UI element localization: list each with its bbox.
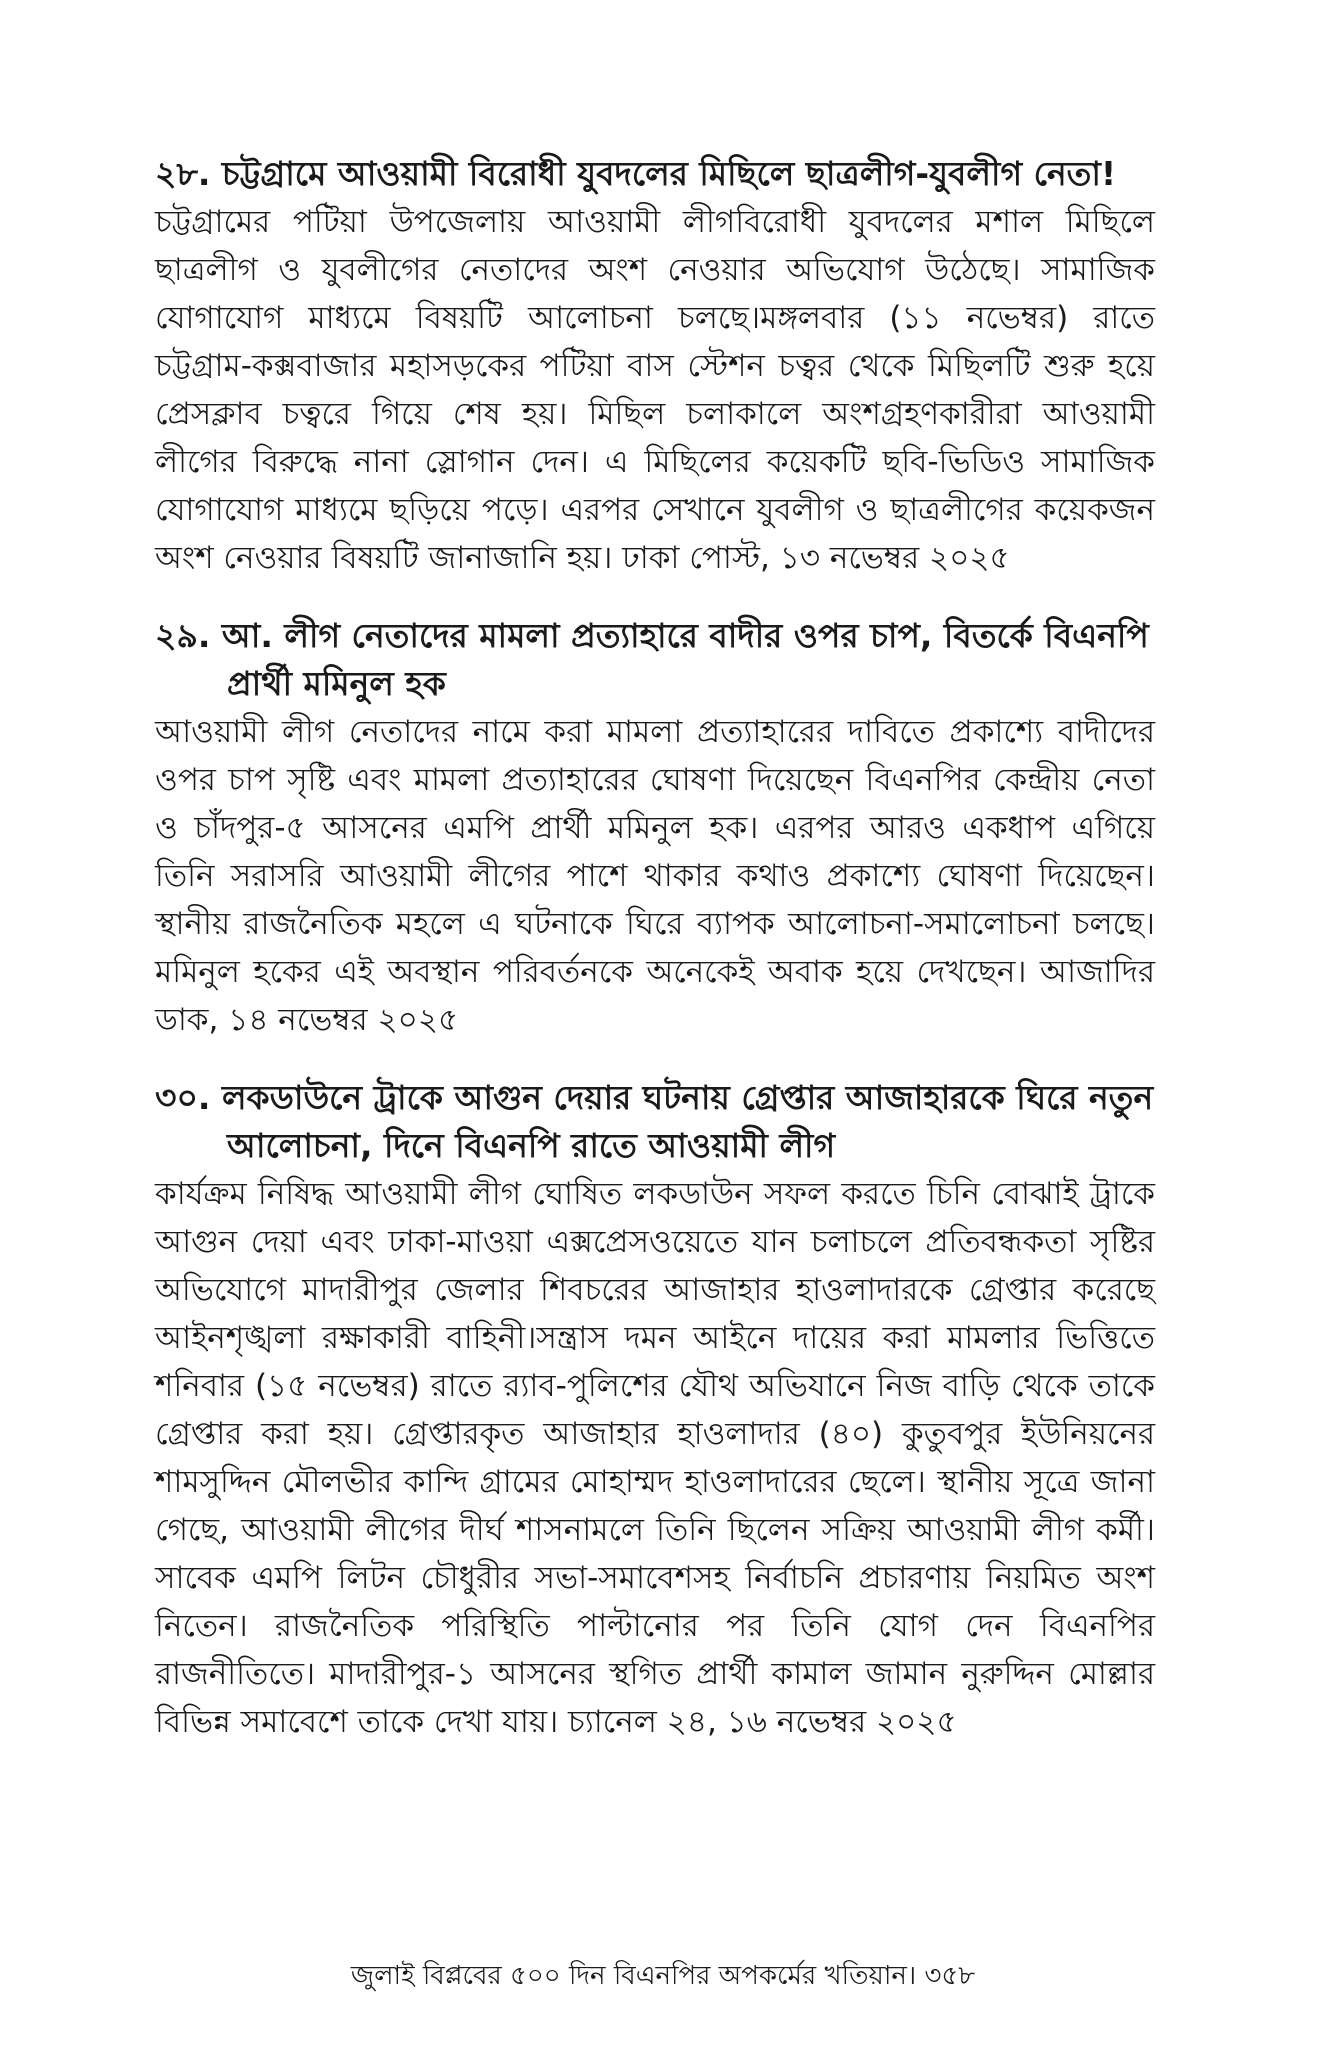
article-body: আওয়ামী লীগ নেতাদের নামে করা মামলা প্রত্যাহারের দাবিতে প্রকাশ্যে বাদীদের ওপর চাপ সৃষ্টি এবং মামলা প্রত্যাহারের ঘোষণা দিয়েছেন বিএনপির কেন্দ্রীয় নেতা ও চাঁদপুর-৫ আসনের এমপি প্রার্থী মমিনুল হক। এরপর আরও একধাপ এগিয়ে তিনি সরাসরি আওয়ামী লীগের পাশে থাকার কথাও প্রকাশ্যে ঘোষণা দিয়েছেন। স্থানীয় রাজনৈতিক মহলে এ ঘটনাকে ঘিরে ব্যাপক আলোচনা-সমালোচনা চলছে। মমিনুল হকের এই অবস্থান পরিবর্তনকে অনেকেই অবাক হয়ে দেখছেন। আজাদির ডাক, ১৪ নভেম্বর ২০২৫ <box>155 714 1155 1038</box>
article-heading: ২৮. চট্টগ্রামে আওয়ামী বিরোধী যুবদলের মিছিলে ছাত্রলীগ-যুবলীগ নেতা! <box>155 154 1117 193</box>
article-29 <box>155 612 1155 1044</box>
document-page <box>155 150 1155 1776</box>
article-30 <box>155 1074 1155 1746</box>
article-heading: ২৯. আ. লীগ নেতাদের মামলা প্রত্যাহারে বাদীর ওপর চাপ, বিতর্কে বিএনপি প্রার্থী মমিনুল হক <box>155 616 1149 703</box>
article-28 <box>155 150 1155 582</box>
article-heading: ৩০. লকডাউনে ট্রাকে আগুন দেয়ার ঘটনায় গ্রেপ্তার আজাহারকে ঘিরে নতুন আলোচনা, দিনে বিএনপি রাতে আওয়ামী লীগ <box>155 1078 1154 1165</box>
page-footer: জুলাই বিপ্লবের ৫০০ দিন বিএনপির অপকর্মের খতিয়ান। ৩৫৮ <box>350 1961 976 1991</box>
article-body: চট্টগ্রামের পটিয়া উপজেলায় আওয়ামী লীগবিরোধী যুবদলের মশাল মিছিলে ছাত্রলীগ ও যুবলীগের নেতাদের অংশ নেওয়ার অভিযোগ উঠেছে। সামাজিক যোগাযোগ মাধ্যমে বিষয়টি আলোচনা চলছে।মঙ্গলবার (১১ নভেম্বর) রাতে চট্টগ্রাম-কক্সবাজার মহাসড়কের পটিয়া বাস স্টেশন চত্বর থেকে মিছিলটি শুরু হয়ে প্রেসক্লাব চত্বরে গিয়ে শেষ হয়। মিছিল চলাকালে অংশগ্রহণকারীরা আওয়ামী লীগের বিরুদ্ধে নানা স্লোগান দেন। এ মিছিলের কয়েকটি ছবি-ভিডিও সামাজিক যোগাযোগ মাধ্যমে ছড়িয়ে পড়ে। এরপর সেখানে যুবলীগ ও ছাত্রলীগের কয়েকজন অংশ নেওয়ার বিষয়টি জানাজানি হয়। ঢাকা পোস্ট, ১৩ নভেম্বর ২০২৫ <box>155 204 1155 576</box>
article-body: কার্যক্রম নিষিদ্ধ আওয়ামী লীগ ঘোষিত লকডাউন সফল করতে চিনি বোঝাই ট্রাকে আগুন দেয়া এবং ঢাকা-মাওয়া এক্সপ্রেসওয়েতে যান চলাচলে প্রতিবন্ধকতা সৃষ্টির অভিযোগে মাদারীপুর জেলার শিবচরের আজাহার হাওলাদারকে গ্রেপ্তার করেছে আইনশৃঙ্খলা রক্ষাকারী বাহিনী।সন্ত্রাস দমন আইনে দায়ের করা মামলার ভিত্তিতে শনিবার (১৫ নভেম্বর) রাতে র‍্যাব-পুলিশের যৌথ অভিযানে নিজ বাড়ি থেকে তাকে গ্রেপ্তার করা হয়। গ্রেপ্তারকৃত আজাহার হাওলাদার (৪০) কুতুবপুর ইউনিয়নের শামসুদ্দিন মৌলভীর কান্দি গ্রামের মোহাম্মদ হাওলাদারের ছেলে। স্থানীয় সূত্রে জানা গেছে, আওয়ামী লীগের দীর্ঘ শাসনামলে তিনি ছিলেন সক্রিয় আওয়ামী লীগ কর্মী। সাবেক এমপি লিটন চৌধুরীর সভা-সমাবেশসহ নির্বাচনি প্রচারণায় নিয়মিত অংশ নিতেন। রাজনৈতিক পরিস্থিতি পাল্টানোর পর তিনি যোগ দেন বিএনপির রাজনীতিতে। মাদারীপুর-১ আসনের স্থগিত প্রার্থী কামাল জামান নুরুদ্দিন মোল্লার বিভিন্ন সমাবেশে তাকে দেখা যায়। চ্যানেল ২৪, ১৬ নভেম্বর ২০২৫ <box>155 1176 1155 1740</box>
